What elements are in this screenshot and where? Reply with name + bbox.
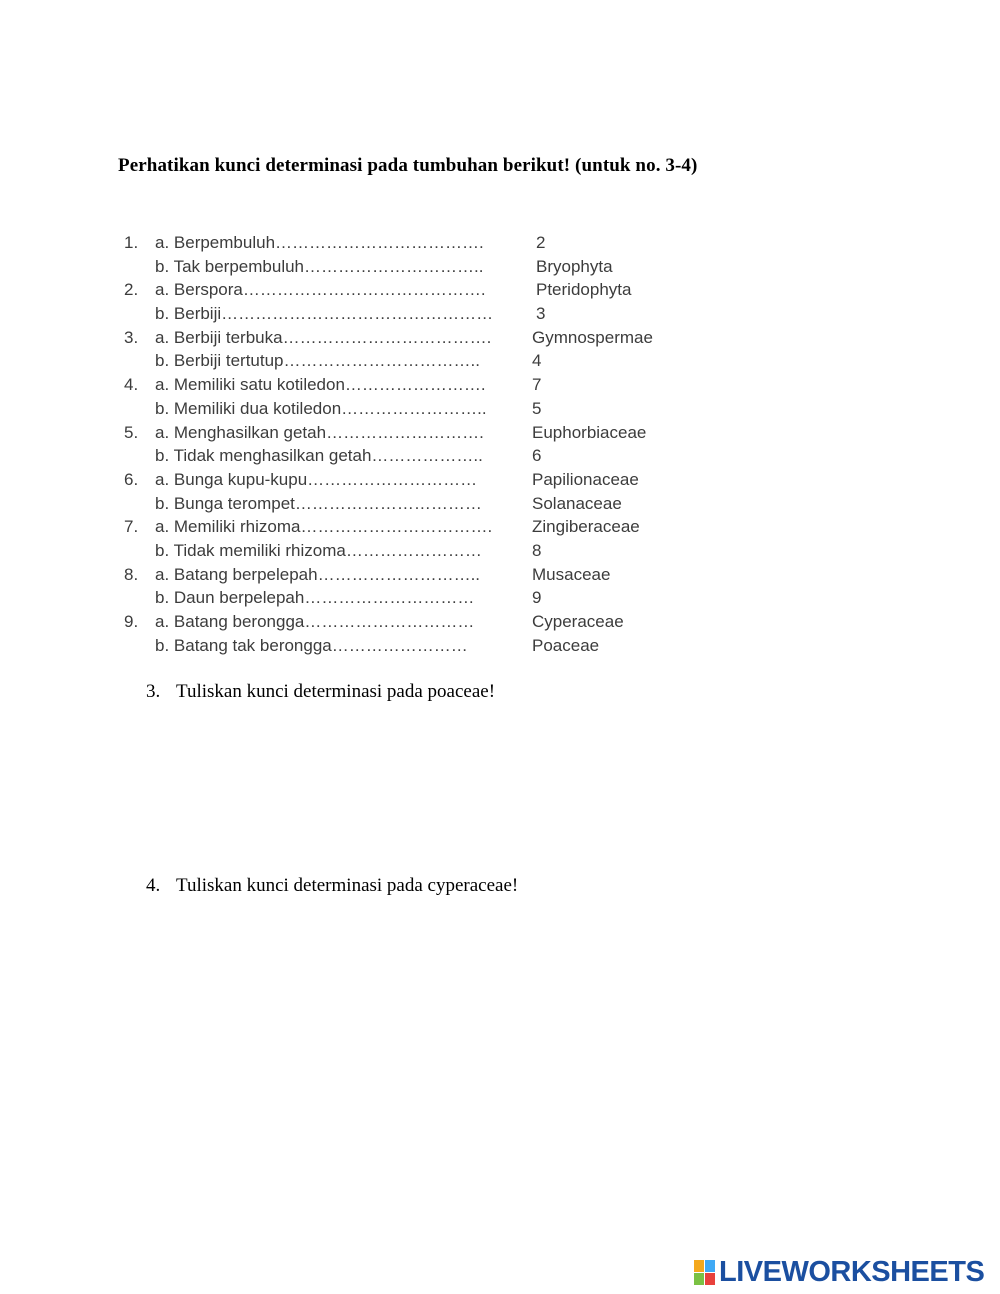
- key-number: 4.: [124, 375, 139, 395]
- logo-square-4: [705, 1273, 715, 1285]
- logo-square-2: [705, 1260, 715, 1272]
- key-description: a. Berbiji terbuka……………………………….: [155, 327, 492, 347]
- key-description: a. Memiliki rhizoma…………………………….: [155, 517, 493, 537]
- key-description: a. Batang berpelepah………………………..: [155, 564, 481, 584]
- key-description: b. Daun berpelepah…………………………: [155, 588, 475, 608]
- key-description: b. Tak berpembuluh…………………………..: [155, 256, 484, 276]
- key-description: b. Berbiji tertutup……………………………..: [155, 351, 480, 371]
- key-result: Poaceae: [532, 635, 600, 655]
- key-number: 9.: [124, 612, 139, 631]
- logo-square-3: [694, 1273, 704, 1285]
- key-description: b. Berbiji…………………………………………: [155, 304, 494, 324]
- key-result: 8: [532, 540, 542, 560]
- key-description: a. Memiliki satu kotiledon…………………….: [155, 375, 486, 395]
- key-result: 9: [532, 588, 542, 608]
- key-description: a. Menghasilkan getah……………………….: [155, 422, 484, 442]
- key-number: 1.: [124, 233, 139, 252]
- key-description: a. Bunga kupu-kupu…………………………: [155, 469, 478, 489]
- key-result: 7: [532, 375, 542, 395]
- key-result: Solanaceae: [532, 493, 622, 513]
- key-description: b. Tidak memiliki rhizoma……………………: [155, 540, 482, 560]
- page-heading: Perhatikan kunci determinasi pada tumbuhan berikut! (untuk no. 3-4): [118, 155, 698, 176]
- key-description: a. Berspora…………………………………….: [155, 280, 486, 300]
- key-number: 7.: [124, 517, 139, 537]
- key-number: 3.: [124, 327, 139, 347]
- key-result: Bryophyta: [536, 256, 613, 276]
- logo-square-1: [694, 1260, 704, 1272]
- question-4: [146, 875, 518, 897]
- question-text: Tuliskan kunci determinasi pada poaceae!: [176, 681, 496, 702]
- key-number: 2.: [124, 280, 139, 300]
- key-result: Pteridophyta: [536, 280, 632, 300]
- key-number: 6.: [124, 469, 139, 489]
- logo-text: LIVEWORKSHEETS: [719, 1256, 985, 1288]
- key-description: a. Batang berongga…………………………: [155, 612, 475, 631]
- question-text: Tuliskan kunci determinasi pada cyperaceae!: [176, 875, 519, 896]
- key-description: b. Bunga terompet……………………………: [155, 493, 482, 513]
- key-result: 3: [536, 304, 546, 324]
- key-description: b. Batang tak berongga……………………: [155, 635, 468, 655]
- question-3: [146, 681, 495, 703]
- key-result: 2: [536, 233, 546, 252]
- question-number: 3.: [146, 681, 161, 702]
- question-number: 4.: [146, 875, 161, 896]
- key-result: Zingiberaceae: [532, 517, 640, 537]
- liveworksheets-logo: [694, 1256, 984, 1289]
- key-result: Cyperaceae: [532, 612, 624, 631]
- key-result: 6: [532, 446, 542, 466]
- key-result: 5: [532, 398, 542, 418]
- key-result: Euphorbiaceae: [532, 422, 647, 442]
- logo-mark-icon: [694, 1260, 715, 1285]
- key-description: b. Tidak menghasilkan getah………………..: [155, 446, 483, 466]
- key-result: 4: [532, 351, 542, 371]
- key-result: Papilionaceae: [532, 469, 639, 489]
- key-result: Musaceae: [532, 564, 611, 584]
- key-description: b. Memiliki dua kotiledon……………………..: [155, 398, 487, 418]
- key-result: Gymnospermae: [532, 327, 653, 347]
- key-description: a. Berpembuluh……………………………….: [155, 233, 484, 252]
- key-number: 8.: [124, 564, 139, 584]
- key-number: 5.: [124, 422, 139, 442]
